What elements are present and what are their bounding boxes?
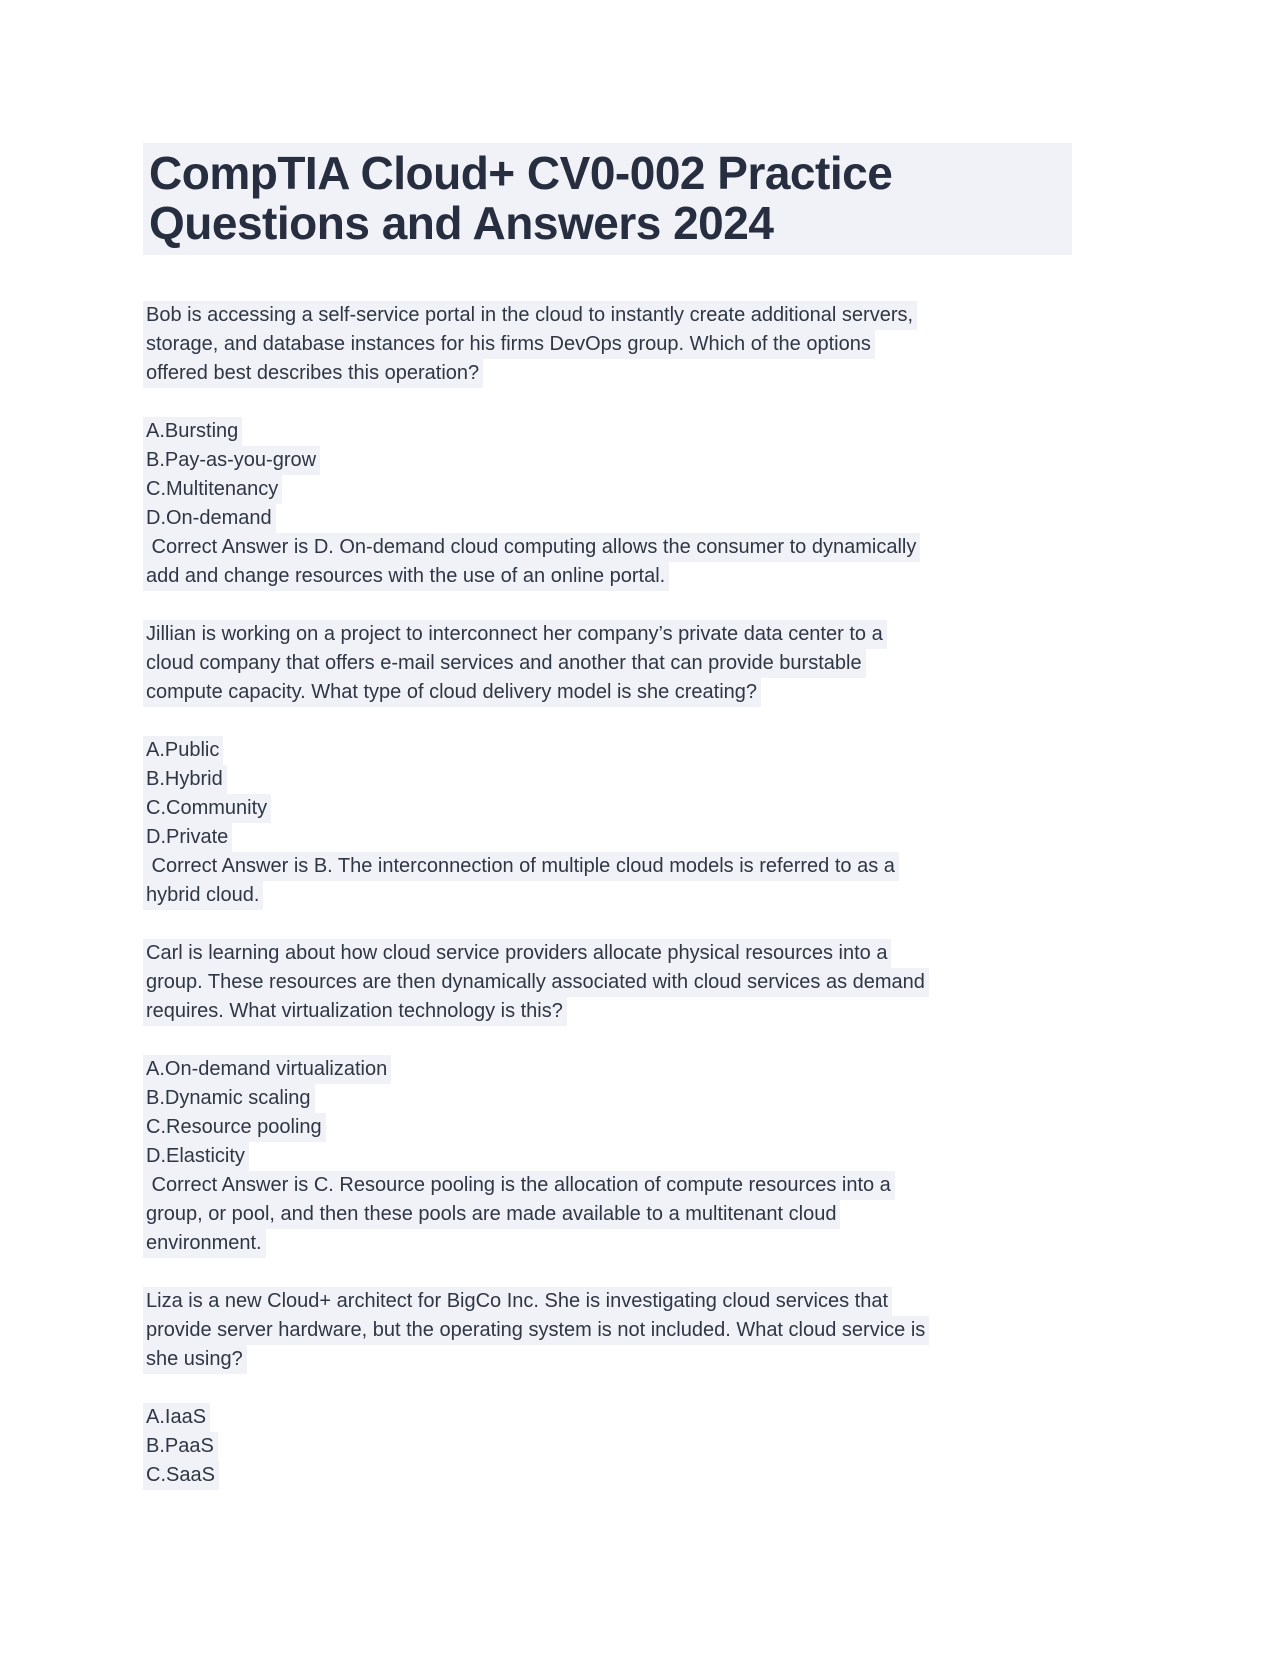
option-line-c: C.Resource pooling	[143, 1113, 326, 1142]
answer-line: Correct Answer is C. Resource pooling is the allocation of compute resources into a	[143, 1171, 895, 1200]
answer-line: Correct Answer is B. The interconnection of multiple cloud models is referred to as a	[143, 852, 899, 881]
option-line-a: A.On-demand virtualization	[143, 1055, 391, 1084]
question-text-line: storage, and database instances for his firms DevOps group. Which of the options	[143, 330, 875, 359]
question-text-line: she using?	[143, 1345, 247, 1374]
option-line-b: B.Dynamic scaling	[143, 1084, 315, 1113]
answer-line: hybrid cloud.	[143, 881, 263, 910]
title-line-2: Questions and Answers 2024	[149, 197, 774, 249]
option-line-a: A.Bursting	[143, 417, 242, 446]
question-text-line: provide server hardware, but the operating system is not included. What cloud service is	[143, 1316, 929, 1345]
question-block-4	[143, 1287, 1083, 1490]
title-line-1: CompTIA Cloud+ CV0-002 Practice	[149, 147, 893, 199]
option-line-b: B.Pay-as-you-grow	[143, 446, 320, 475]
option-line-a: A.IaaS	[143, 1403, 210, 1432]
option-line-d: D.Elasticity	[143, 1142, 249, 1171]
question-text-line: Jillian is working on a project to interconnect her company’s private data center to a	[143, 620, 887, 649]
document-title	[143, 143, 1072, 255]
question-text-line: compute capacity. What type of cloud delivery model is she creating?	[143, 678, 761, 707]
spacer	[143, 1026, 1083, 1055]
question-text-line: requires. What virtualization technology is this?	[143, 997, 567, 1026]
question-text-line: Liza is a new Cloud+ architect for BigCo Inc. She is investigating cloud services that	[143, 1287, 892, 1316]
document-content	[143, 143, 1083, 1490]
spacer	[143, 591, 1083, 620]
answer-line: environment.	[143, 1229, 266, 1258]
spacer	[143, 388, 1083, 417]
question-text-line: offered best describes this operation?	[143, 359, 483, 388]
option-line-c: C.Community	[143, 794, 271, 823]
option-line-a: A.Public	[143, 736, 223, 765]
question-block-1	[143, 301, 1083, 591]
option-line-d: D.Private	[143, 823, 232, 852]
document-body	[143, 301, 1083, 1490]
answer-line: Correct Answer is D. On-demand cloud computing allows the consumer to dynamically	[143, 533, 920, 562]
question-text-line: Bob is accessing a self-service portal in the cloud to instantly create additional servers,	[143, 301, 917, 330]
question-text-line: Carl is learning about how cloud service providers allocate physical resources into a	[143, 939, 891, 968]
spacer	[143, 910, 1083, 939]
question-text-line: cloud company that offers e-mail services and another that can provide burstable	[143, 649, 866, 678]
question-block-2	[143, 620, 1083, 910]
question-block-3	[143, 939, 1083, 1258]
option-line-d: D.On-demand	[143, 504, 276, 533]
spacer	[143, 1374, 1083, 1403]
spacer	[143, 1258, 1083, 1287]
option-line-c: C.SaaS	[143, 1461, 219, 1490]
question-text-line: group. These resources are then dynamically associated with cloud services as demand	[143, 968, 929, 997]
option-line-b: B.PaaS	[143, 1432, 218, 1461]
option-line-b: B.Hybrid	[143, 765, 227, 794]
answer-line: group, or pool, and then these pools are made available to a multitenant cloud	[143, 1200, 840, 1229]
answer-line: add and change resources with the use of an online portal.	[143, 562, 669, 591]
option-line-c: C.Multitenancy	[143, 475, 282, 504]
spacer	[143, 707, 1083, 736]
